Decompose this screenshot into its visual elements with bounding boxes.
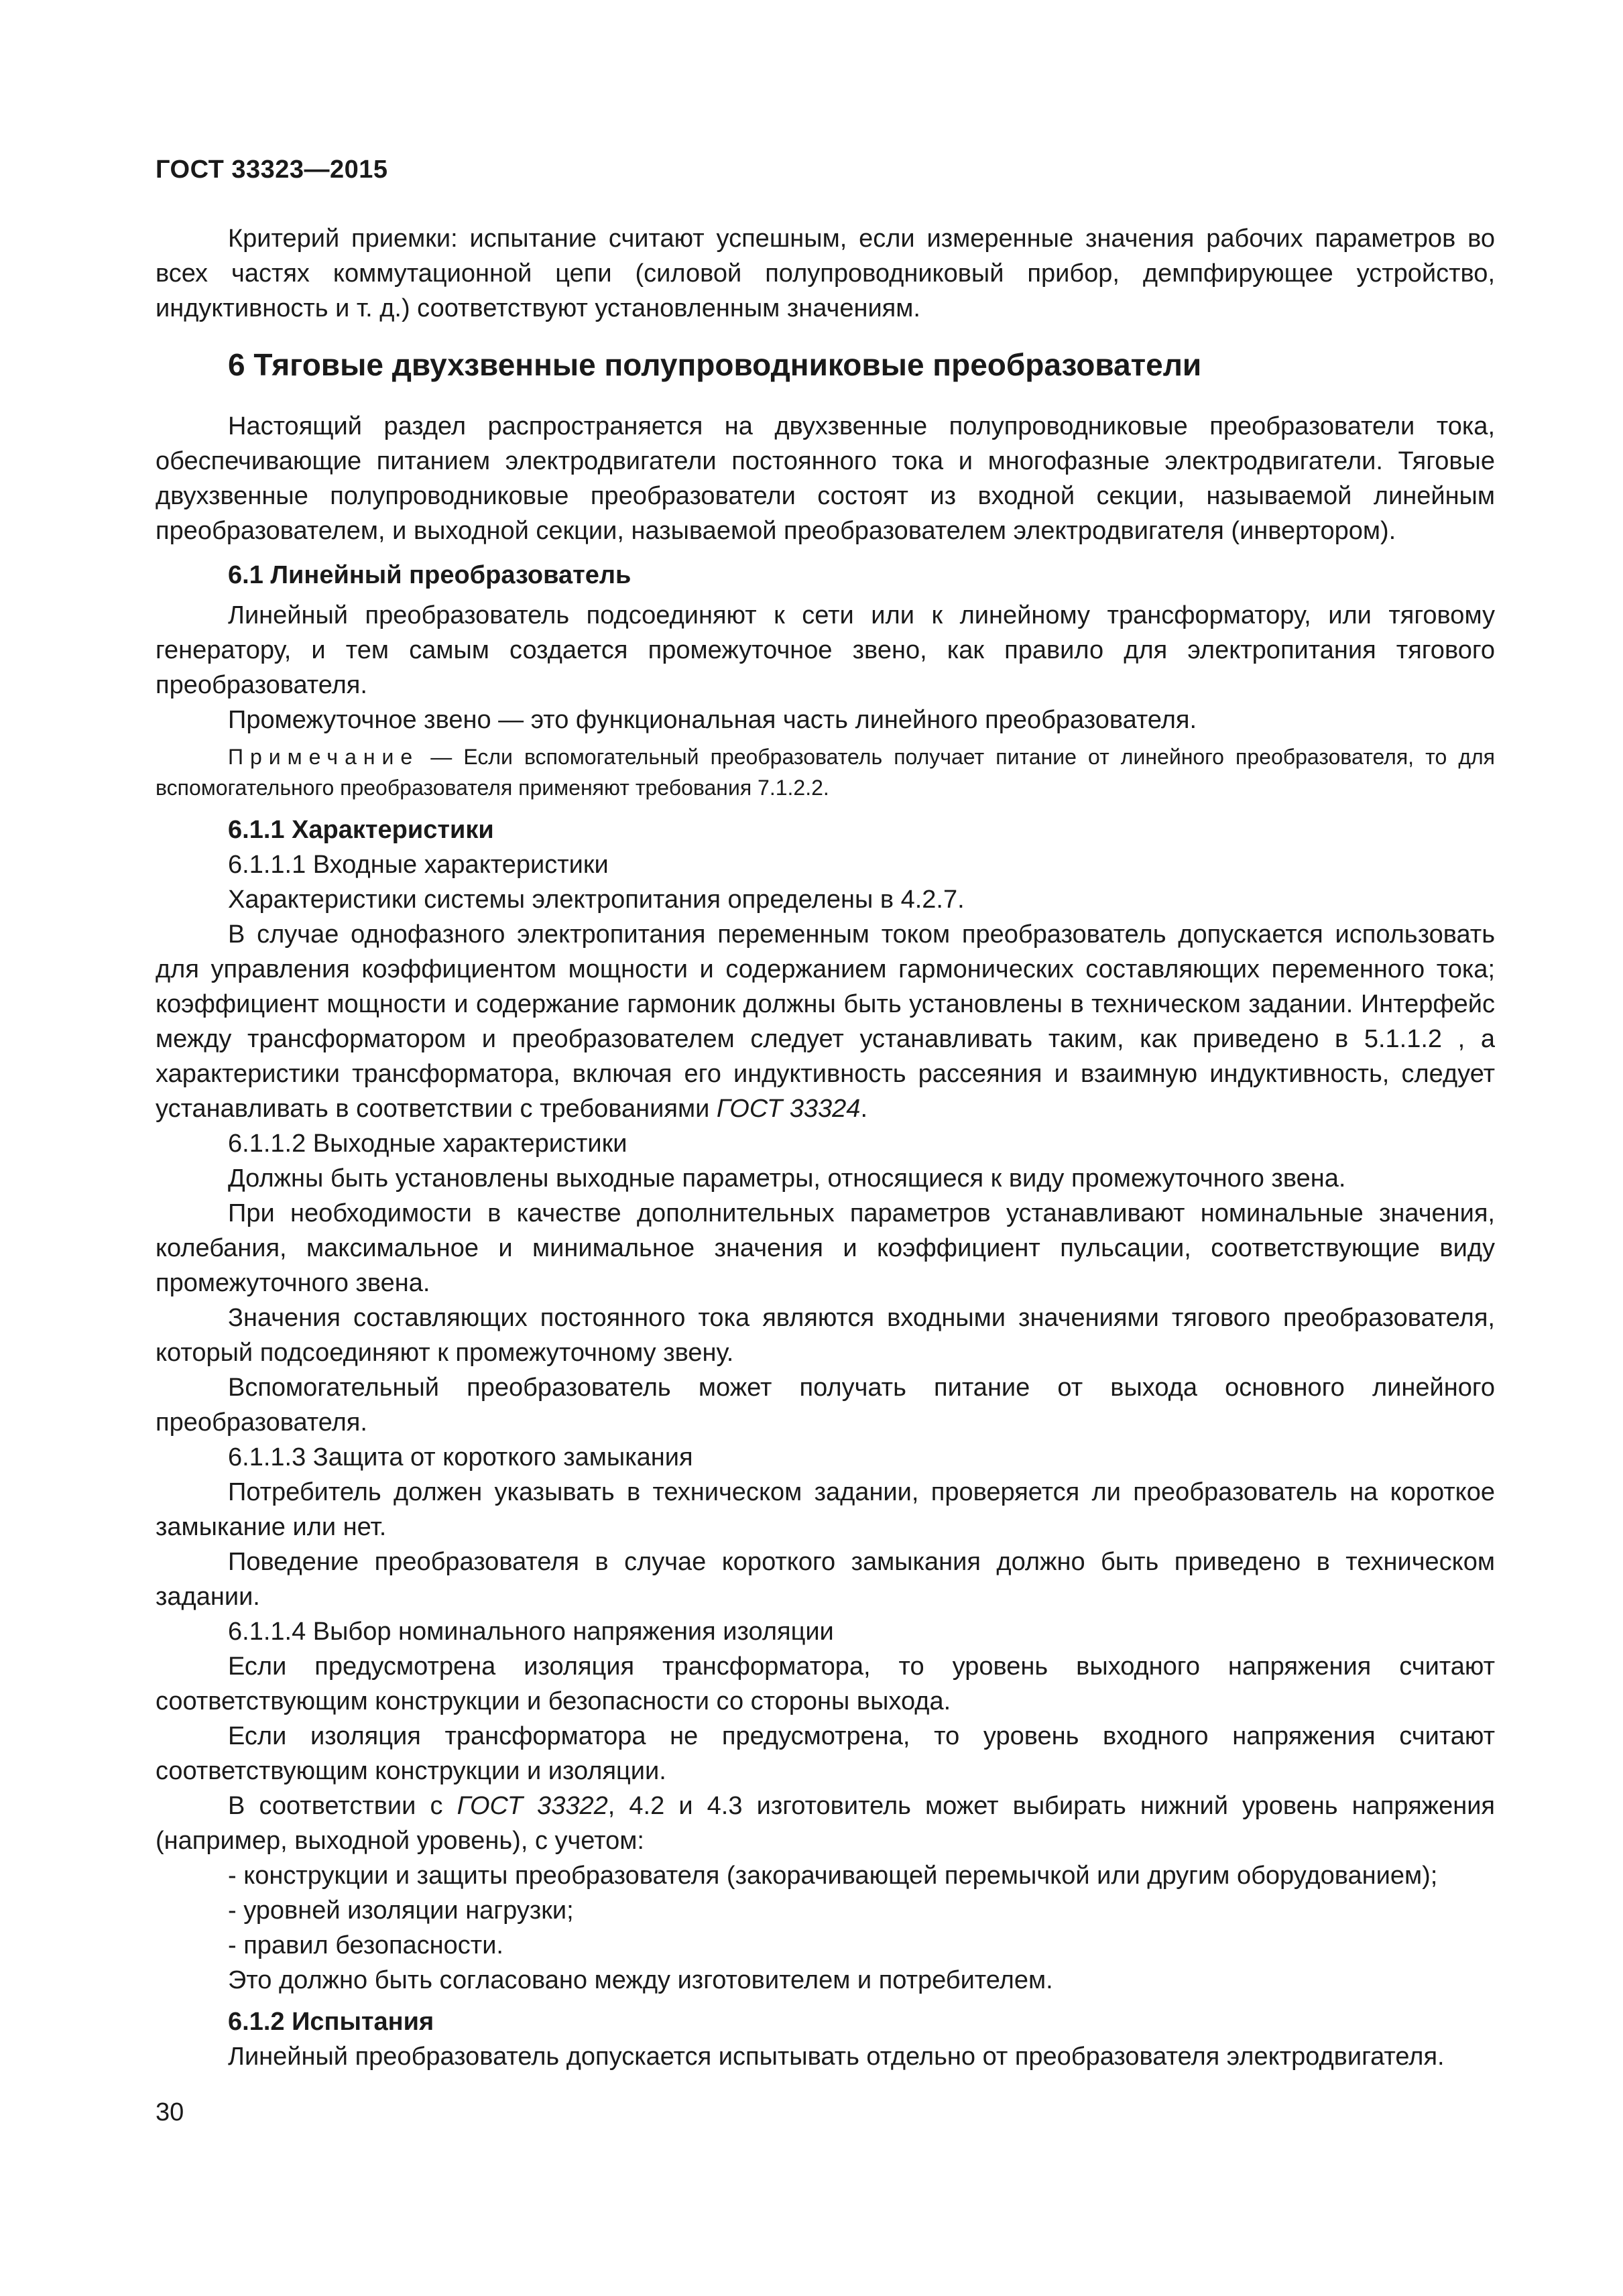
insulation-paragraph-3 — [156, 1789, 1495, 1858]
insulation-paragraph-2: Если изоляция трансформатора не предусмотрена, то уровень входного напряжения считают соответствующим конструкции и изоляции. — [156, 1722, 1495, 1785]
input-characteristics-paragraph-2 — [156, 917, 1495, 1126]
gost-33322-reference: ГОСТ 33322 — [457, 1792, 608, 1820]
section-6-1-1-4-heading: 6.1.1.4 Выбор номинального напряжения изоляции — [228, 1618, 834, 1646]
list-item: - конструкции и защиты преобразователя (закорачивающей перемычкой или другим оборудованием); — [228, 1862, 1438, 1890]
note-text: — Если вспомогательный преобразователь получает питание от линейного преобразователя, то для вспомогательного преобразователя применяют требования 7.1.2.2. — [156, 745, 1495, 800]
section-6-1-1-heading: 6.1.1 Характеристики — [228, 816, 494, 844]
section-6-1-1-1-heading: 6.1.1.1 Входные характеристики — [228, 851, 609, 879]
output-characteristics-paragraph-4: Вспомогательный преобразователь может получать питание от выхода основного линейного преобразователя. — [156, 1374, 1495, 1437]
insulation-paragraph-1: Если предусмотрена изоляция трансформатора, то уровень выходного напряжения считают соответствующим конструкции и безопасности со стороны выхода. — [156, 1652, 1495, 1715]
section-6-1-paragraph-2: Промежуточное звено — это функциональная часть линейного преобразователя. — [228, 706, 1197, 734]
section-6-1-note — [156, 741, 1495, 803]
list-item: - правил безопасности. — [228, 1931, 503, 1959]
agreement-paragraph: Это должно быть согласовано между изготовителем и потребителем. — [228, 1966, 1053, 1994]
document-code-header: ГОСТ 33323—2015 — [156, 156, 388, 184]
section-6-1-1-2-heading: 6.1.1.2 Выходные характеристики — [228, 1130, 627, 1158]
section-6-1-paragraph-1: Линейный преобразователь подсоединяют к сети или к линейному трансформатору, или тяговому генератору, и тем самым создается промежуточное звено, как правило для электропитания тягового преобразователя. — [156, 601, 1495, 699]
output-characteristics-paragraph-3: Значения составляющих постоянного тока являются входными значениями тягового преобразователя, который подсоединяют к промежуточному звену. — [156, 1304, 1495, 1367]
testing-paragraph: Линейный преобразователь допускается испытывать отдельно от преобразователя электродвигателя. — [228, 2043, 1445, 2071]
short-circuit-paragraph-2: Поведение преобразователя в случае короткого замыкания должно быть приведено в техническом задании. — [156, 1548, 1495, 1611]
page-number: 30 — [156, 2098, 184, 2126]
input-characteristics-text: В случае однофазного электропитания переменным током преобразователь допускается использовать для управления коэффициентом мощности и содержанием гармонических составляющих переменного тока; коэффициент мощности и содержание гармоник должны быть установлены в техническом задании. Интерфейс между трансформатором и преобразователем следует устанавливать таким, как приведено в 5.1.1.2 , а характеристики трансформатора, включая его индуктивность рассеяния и взаимную индуктивность, следует устанавливать в соответствии с требованиями — [156, 920, 1495, 1123]
input-characteristics-paragraph-1: Характеристики системы электропитания определены в 4.2.7. — [228, 886, 965, 914]
insulation-text-b: , 4.2 и 4.3 изготовитель может выбирать нижний уровень напряжения (например, выходной уровень), с учетом: — [156, 1792, 1496, 1855]
list-item: - уровней изоляции нагрузки; — [228, 1896, 574, 1925]
acceptance-criterion-paragraph: Критерий приемки: испытание считают успешным, если измеренные значения рабочих параметров во всех частях коммутационной цепи (силовой полупроводниковый прибор, демпфирующее устройство, индуктивность и т. д.) соответствуют установленным значениям. — [156, 225, 1495, 322]
section-6-1-2-heading: 6.1.2 Испытания — [228, 2008, 434, 2036]
output-characteristics-paragraph-2: При необходимости в качестве дополнительных параметров устанавливают номинальные значения, колебания, максимальное и минимальное значения и коэффициент пульсации, соответствующие виду промежуточного звена. — [156, 1199, 1495, 1297]
gost-33324-reference: ГОСТ 33324 — [716, 1095, 861, 1123]
input-characteristics-end: . — [860, 1095, 868, 1123]
section-6-1-heading: 6.1 Линейный преобразователь — [228, 561, 632, 589]
section-6-1-1-3-heading: 6.1.1.3 Защита от короткого замыкания — [228, 1443, 693, 1471]
output-characteristics-paragraph-1: Должны быть установлены выходные параметры, относящиеся к виду промежуточного звена. — [228, 1164, 1346, 1193]
document-body — [156, 221, 1495, 2074]
note-label: Примечание — [228, 745, 420, 769]
short-circuit-paragraph-1: Потребитель должен указывать в техническом задании, проверяется ли преобразователь на короткое замыкание или нет. — [156, 1478, 1495, 1541]
section-6-heading: 6 Тяговые двухзвенные полупроводниковые преобразователи — [228, 347, 1202, 382]
section-6-intro: Настоящий раздел распространяется на двухзвенные полупроводниковые преобразователи тока, обеспечивающие питанием электродвигатели постоянного тока и многофазные электродвигатели. Тяговые двухзвенные полупроводниковые преобразователи состоят из входной секции, называемой линейным преобразователем, и выходной секции, называемой преобразователем электродвигателя (инвертором). — [156, 412, 1495, 545]
insulation-text-a: В соответствии с — [228, 1792, 457, 1820]
